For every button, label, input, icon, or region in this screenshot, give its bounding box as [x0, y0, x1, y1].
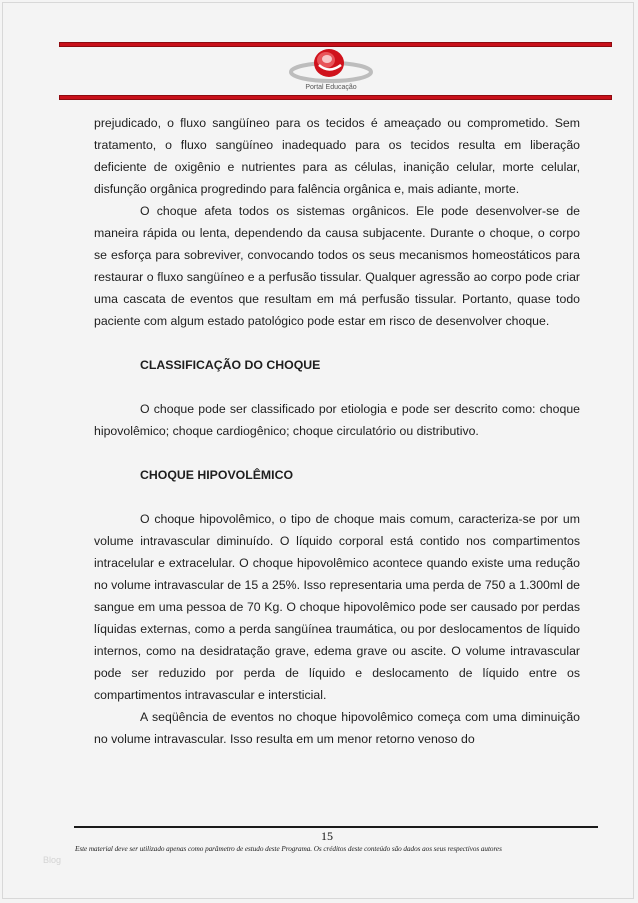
- document-page: [2, 2, 634, 899]
- header-bottom-rule: [59, 95, 612, 100]
- paragraph-shock-effects: O choque afeta todos os sistemas orgânicos. Ele pode desenvolver-se de maneira rápida ou lenta, dependendo da causa subjacente. Durante o choque, o corpo se esforça para sobreviver, convocando todos os seus mecanismos homeostáticos para restaurar o fluxo sangüíneo e a perfusão tissular. Qualquer agressão ao corpo pode criar uma cascata de eventos que resultam em má perfusão tissular. Portanto, quase todo paciente com algum estado patológico pode estar em risco de desenvolver choque.: [94, 204, 580, 328]
- page-number: 15: [321, 829, 333, 843]
- portal-educacao-logo: [283, 48, 379, 92]
- section-heading-classification: CLASSIFICAÇÃO DO CHOQUE: [140, 358, 321, 372]
- paragraph-continued: prejudicado, o fluxo sangüíneo para os tecidos é ameaçado ou comprometido. Sem tratamento, o fluxo sangüíneo inadequado para os tecidos resulta em liberação deficiente de oxigênio e nutrientes para as células, inanição celular, morte celular, disfunção orgânica progredindo para falência orgânica e, mais adiante, morte.: [94, 116, 580, 196]
- paragraph-hypovolemic: O choque hipovolêmico, o tipo de choque mais comum, caracteriza-se por um volume intravascular diminuído. O líquido corporal está contido nos compartimentos intracelular e extracelular. O choque hipovolêmico acontece quando existe uma redução no volume intravascular de 15 a 25%. Isso representaria uma perda de 750 a 1.300ml de sangue em uma pessoa de 70 Kg. O choque hipovolêmico pode ser causado por perdas líquidas externas, como a perda sangüínea traumática, ou por deslocamentos de líquido internos, como na desidratação grave, edema grave ou ascite. O volume intravascular pode ser reduzido por perda de líquido e deslocamento de líquido entre os compartimentos intravascular e intersticial.: [94, 512, 580, 702]
- paragraph-sequence: A seqüência de eventos no choque hipovolêmico começa com uma diminuição no volume intravascular. Isso resulta em um menor retorno venoso do: [94, 710, 580, 746]
- section-heading-hypovolemic: CHOQUE HIPOVOLÊMICO: [140, 468, 294, 482]
- logo-e-icon: [283, 48, 379, 88]
- paragraph-classification: O choque pode ser classificado por etiologia e pode ser descrito como: choque hipovolêmico; choque cardiogênico; choque circulatório ou distributivo.: [94, 402, 580, 438]
- logo-text: Portal Educação: [305, 84, 357, 91]
- footer-rule: [74, 826, 598, 828]
- footer-disclaimer: Este material deve ser utilizado apenas como parâmetro de estudo deste Programa. Os créditos deste conteúdo são dados aos seus respectivos autores: [75, 845, 502, 853]
- watermark: Blog: [43, 855, 62, 865]
- header-top-rule: [59, 42, 612, 47]
- document-body: [94, 112, 580, 750]
